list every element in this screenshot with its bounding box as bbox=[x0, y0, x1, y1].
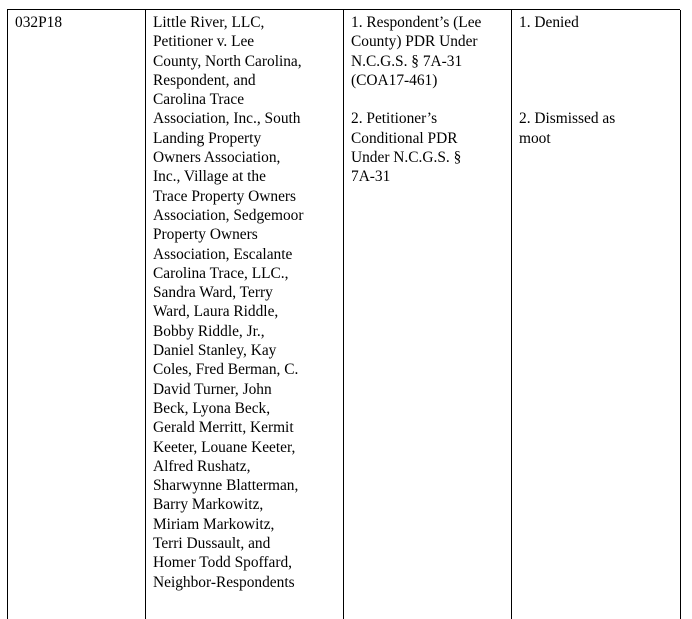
docket-number-cell bbox=[8, 10, 146, 619]
case-caption: Little River, LLC, Petitioner v. Lee County, North Carolina, Respondent, and Carolina Trace Association, Inc., South Landing Property Owners Association, Inc., Village at the Trace Property Owners Association, Sedgemoor Property Owners Association, Escalante Carolina Trace, LLC., Sandra Ward, Terry Ward, Laura Riddle, Bobby Riddle, Jr., Daniel Stanley, Kay Coles, Fred Berman, C. David Turner, John Beck, Lyona Beck, Gerald Merritt, Kermit Keeter, Louane Keeter, Alfred Rushatz, Sharwynne Blatterman, Barry Markowitz, Miriam Markowitz, Terri Dussault, and Homer Todd Spoffard, Neighbor-Respondents bbox=[153, 14, 304, 591]
disposition-2: 2. Dismissed as moot bbox=[519, 110, 616, 147]
case-caption-cell bbox=[146, 10, 344, 619]
petitions-cell bbox=[344, 10, 512, 619]
petition-2: 2. Petitioner’s Conditional PDR Under N.C.G.S. § 7A-31 bbox=[351, 110, 462, 186]
petition-1: 1. Respondent’s (Lee County) PDR Under N.C.G.S. § 7A-31 (COA17-461) bbox=[351, 14, 482, 89]
docket-table bbox=[7, 9, 680, 619]
disposition-1: 1. Denied bbox=[519, 14, 579, 31]
docket-number: 032P18 bbox=[15, 14, 63, 31]
dispositions-cell bbox=[512, 10, 681, 619]
